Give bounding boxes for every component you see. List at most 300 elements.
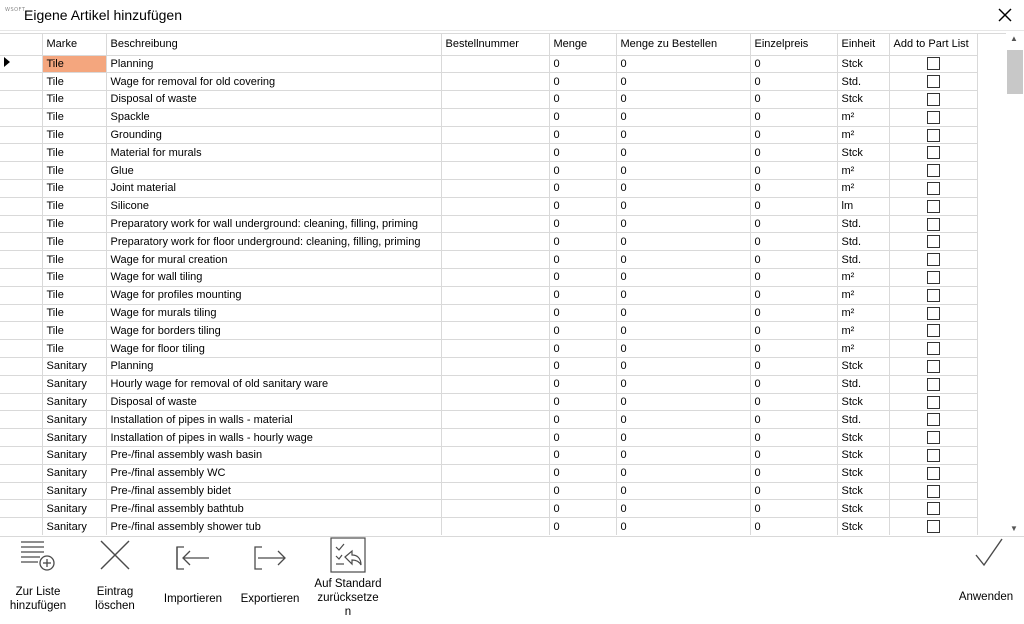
cell-einzelpreis[interactable]: 0 — [750, 393, 837, 411]
add-to-part-list-checkbox[interactable] — [927, 93, 940, 106]
cell-einzelpreis[interactable]: 0 — [750, 500, 837, 518]
table-row[interactable] — [0, 73, 977, 91]
cell-einheit[interactable]: Std. — [837, 73, 889, 91]
cell-einheit[interactable]: m² — [837, 108, 889, 126]
cell-menge[interactable]: 0 — [549, 286, 616, 304]
add-to-part-list-checkbox[interactable] — [927, 342, 940, 355]
table-row[interactable] — [0, 180, 977, 198]
add-to-part-list-checkbox[interactable] — [927, 146, 940, 159]
cell-einzelpreis[interactable]: 0 — [750, 233, 837, 251]
add-to-part-list-checkbox[interactable] — [927, 253, 940, 266]
cell-beschreibung[interactable]: Wage for wall tiling — [106, 269, 441, 287]
export-label: Exportieren — [240, 593, 300, 605]
import-button[interactable] — [156, 537, 230, 624]
export-button[interactable] — [234, 537, 306, 624]
cell-menge[interactable]: 0 — [549, 518, 616, 535]
cell-menge-zu-bestellen[interactable]: 0 — [616, 197, 750, 215]
cell-marke[interactable]: Sanitary — [42, 482, 106, 500]
cell-menge[interactable]: 0 — [549, 197, 616, 215]
cell-menge[interactable]: 0 — [549, 375, 616, 393]
cell-beschreibung[interactable]: Wage for floor tiling — [106, 340, 441, 358]
cell-einheit[interactable]: Stck — [837, 482, 889, 500]
cell-einzelpreis[interactable]: 0 — [750, 215, 837, 233]
cell-beschreibung[interactable]: Installation of pipes in walls - material — [106, 411, 441, 429]
row-header[interactable] — [0, 251, 42, 269]
cell-einzelpreis[interactable]: 0 — [750, 144, 837, 162]
column-header[interactable]: Beschreibung — [106, 34, 441, 55]
table-row[interactable] — [0, 411, 977, 429]
cell-marke[interactable]: Tile — [42, 322, 106, 340]
cell-einzelpreis[interactable]: 0 — [750, 126, 837, 144]
add-to-part-list-checkbox[interactable] — [927, 431, 940, 444]
close-button[interactable] — [994, 4, 1016, 26]
table-row[interactable] — [0, 162, 977, 180]
scroll-thumb[interactable] — [1007, 50, 1023, 94]
cell-menge-zu-bestellen[interactable]: 0 — [616, 447, 750, 465]
cell-menge[interactable]: 0 — [549, 269, 616, 287]
cell-einheit[interactable]: Stck — [837, 464, 889, 482]
cell-menge-zu-bestellen[interactable]: 0 — [616, 340, 750, 358]
table-row[interactable] — [0, 233, 977, 251]
cell-einheit[interactable]: Stck — [837, 55, 889, 73]
cell-marke[interactable]: Sanitary — [42, 411, 106, 429]
cell-menge-zu-bestellen[interactable]: 0 — [616, 411, 750, 429]
table-row[interactable] — [0, 251, 977, 269]
cell-bestellnummer[interactable] — [441, 269, 549, 287]
cell-menge-zu-bestellen[interactable]: 0 — [616, 429, 750, 447]
row-header[interactable] — [0, 180, 42, 198]
table-row[interactable] — [0, 429, 977, 447]
cell-menge[interactable]: 0 — [549, 126, 616, 144]
current-row-indicator-icon — [4, 57, 10, 67]
column-header[interactable]: Menge — [549, 34, 616, 55]
cell-add-to-part-list — [889, 73, 977, 91]
table-row[interactable] — [0, 197, 977, 215]
cell-beschreibung[interactable]: Preparatory work for floor underground: cleaning, filling, priming — [106, 233, 441, 251]
table-row[interactable] — [0, 108, 977, 126]
cell-marke[interactable]: Sanitary — [42, 358, 106, 376]
cell-menge[interactable]: 0 — [549, 108, 616, 126]
cell-beschreibung[interactable]: Wage for mural creation — [106, 251, 441, 269]
column-header[interactable]: Einheit — [837, 34, 889, 55]
add-to-part-list-checkbox[interactable] — [927, 129, 940, 142]
cell-menge[interactable]: 0 — [549, 358, 616, 376]
table-row[interactable] — [0, 340, 977, 358]
cell-marke[interactable]: Tile — [42, 304, 106, 322]
cell-einheit[interactable]: Stck — [837, 393, 889, 411]
add-to-part-list-checkbox[interactable] — [927, 182, 940, 195]
cell-einzelpreis[interactable]: 0 — [750, 322, 837, 340]
table-row[interactable] — [0, 269, 977, 287]
table-row[interactable] — [0, 144, 977, 162]
row-header[interactable] — [0, 162, 42, 180]
cell-marke[interactable]: Tile — [42, 197, 106, 215]
row-header[interactable] — [0, 464, 42, 482]
cell-menge[interactable]: 0 — [549, 73, 616, 91]
cell-einzelpreis[interactable]: 0 — [750, 162, 837, 180]
apply-label: Anwenden — [958, 591, 1014, 603]
table-row[interactable] — [0, 126, 977, 144]
cell-bestellnummer[interactable] — [441, 393, 549, 411]
cell-menge-zu-bestellen[interactable]: 0 — [616, 518, 750, 535]
cell-menge[interactable]: 0 — [549, 340, 616, 358]
cell-einzelpreis[interactable]: 0 — [750, 55, 837, 73]
cell-einheit[interactable]: m² — [837, 286, 889, 304]
cell-einzelpreis[interactable]: 0 — [750, 108, 837, 126]
cell-einzelpreis[interactable]: 0 — [750, 286, 837, 304]
reset-default-button[interactable] — [308, 537, 388, 624]
cell-marke[interactable]: Tile — [42, 251, 106, 269]
cell-marke[interactable]: Tile — [42, 215, 106, 233]
cell-menge-zu-bestellen[interactable]: 0 — [616, 269, 750, 287]
table-row[interactable] — [0, 322, 977, 340]
cell-menge-zu-bestellen[interactable]: 0 — [616, 393, 750, 411]
row-header[interactable] — [0, 375, 42, 393]
cell-menge[interactable]: 0 — [549, 55, 616, 73]
cell-bestellnummer[interactable] — [441, 286, 549, 304]
cell-marke[interactable]: Sanitary — [42, 447, 106, 465]
cell-marke[interactable]: Sanitary — [42, 464, 106, 482]
cell-beschreibung[interactable]: Material for murals — [106, 144, 441, 162]
cell-marke[interactable]: Tile — [42, 144, 106, 162]
row-header[interactable] — [0, 91, 42, 109]
cell-bestellnummer[interactable] — [441, 55, 549, 73]
cell-einheit[interactable]: Std. — [837, 375, 889, 393]
cell-menge[interactable]: 0 — [549, 144, 616, 162]
cell-menge-zu-bestellen[interactable]: 0 — [616, 482, 750, 500]
cell-menge-zu-bestellen[interactable]: 0 — [616, 108, 750, 126]
table-row[interactable] — [0, 358, 977, 376]
cell-einheit[interactable]: m² — [837, 304, 889, 322]
column-header[interactable]: Menge zu Bestellen — [616, 34, 750, 55]
cell-beschreibung[interactable]: Disposal of waste — [106, 91, 441, 109]
cell-einheit[interactable]: m² — [837, 162, 889, 180]
row-header[interactable] — [0, 447, 42, 465]
table-row[interactable] — [0, 304, 977, 322]
cell-menge[interactable]: 0 — [549, 322, 616, 340]
add-to-part-list-checkbox[interactable] — [927, 235, 940, 248]
add-to-part-list-checkbox[interactable] — [927, 164, 940, 177]
cell-marke[interactable]: Sanitary — [42, 500, 106, 518]
cell-menge-zu-bestellen[interactable]: 0 — [616, 55, 750, 73]
cell-menge[interactable]: 0 — [549, 304, 616, 322]
cell-menge[interactable]: 0 — [549, 411, 616, 429]
add-to-part-list-checkbox[interactable] — [927, 449, 940, 462]
cell-menge[interactable]: 0 — [549, 180, 616, 198]
add-to-part-list-checkbox[interactable] — [927, 218, 940, 231]
table-row[interactable] — [0, 286, 977, 304]
cell-marke[interactable]: Sanitary — [42, 375, 106, 393]
table-row[interactable] — [0, 482, 977, 500]
row-header[interactable] — [0, 500, 42, 518]
table-row[interactable] — [0, 500, 977, 518]
cell-menge[interactable]: 0 — [549, 251, 616, 269]
cell-menge-zu-bestellen[interactable]: 0 — [616, 91, 750, 109]
cell-einzelpreis[interactable]: 0 — [750, 464, 837, 482]
table-row[interactable] — [0, 447, 977, 465]
cell-einheit[interactable]: Std. — [837, 411, 889, 429]
cell-menge-zu-bestellen[interactable]: 0 — [616, 251, 750, 269]
cell-einheit[interactable]: m² — [837, 269, 889, 287]
cell-einheit[interactable]: Stck — [837, 500, 889, 518]
cell-einzelpreis[interactable]: 0 — [750, 269, 837, 287]
cell-menge-zu-bestellen[interactable]: 0 — [616, 322, 750, 340]
cell-bestellnummer[interactable] — [441, 322, 549, 340]
row-header[interactable] — [0, 55, 42, 73]
table-row[interactable] — [0, 518, 977, 535]
row-header[interactable] — [0, 233, 42, 251]
table-row[interactable] — [0, 91, 977, 109]
cell-menge[interactable]: 0 — [549, 482, 616, 500]
cell-menge-zu-bestellen[interactable]: 0 — [616, 215, 750, 233]
row-header[interactable] — [0, 126, 42, 144]
cell-menge-zu-bestellen[interactable]: 0 — [616, 464, 750, 482]
add-to-part-list-checkbox[interactable] — [927, 485, 940, 498]
scroll-up-icon[interactable]: ▲ — [1010, 34, 1018, 43]
cell-einzelpreis[interactable]: 0 — [750, 429, 837, 447]
row-header[interactable] — [0, 322, 42, 340]
cell-menge[interactable]: 0 — [549, 500, 616, 518]
cell-bestellnummer[interactable] — [441, 215, 549, 233]
cell-marke[interactable]: Tile — [42, 340, 106, 358]
cell-bestellnummer[interactable] — [441, 180, 549, 198]
cell-menge-zu-bestellen[interactable]: 0 — [616, 500, 750, 518]
cell-bestellnummer[interactable] — [441, 73, 549, 91]
cell-einheit[interactable]: Std. — [837, 251, 889, 269]
cell-einheit[interactable]: m² — [837, 126, 889, 144]
cell-einzelpreis[interactable]: 0 — [750, 91, 837, 109]
cell-einheit[interactable]: m² — [837, 322, 889, 340]
add-to-part-list-checkbox[interactable] — [927, 200, 940, 213]
cell-beschreibung[interactable]: Pre-/final assembly WC — [106, 464, 441, 482]
add-to-part-list-checkbox[interactable] — [927, 413, 940, 426]
row-header[interactable] — [0, 518, 42, 535]
cell-marke[interactable]: Tile — [42, 126, 106, 144]
column-header[interactable]: Add to Part List — [889, 34, 977, 55]
add-to-part-list-checkbox[interactable] — [927, 57, 940, 70]
cell-marke[interactable]: Tile — [42, 108, 106, 126]
row-header[interactable] — [0, 215, 42, 233]
cell-marke[interactable]: Tile — [42, 286, 106, 304]
add-to-part-list-checkbox[interactable] — [927, 378, 940, 391]
cell-marke[interactable]: Tile — [42, 180, 106, 198]
cell-bestellnummer[interactable] — [441, 464, 549, 482]
cell-marke[interactable]: Tile — [42, 55, 106, 73]
cell-einzelpreis[interactable]: 0 — [750, 447, 837, 465]
window-title: Eigene Artikel hinzufügen — [24, 7, 182, 23]
cell-marke[interactable]: Tile — [42, 233, 106, 251]
cell-menge[interactable]: 0 — [549, 91, 616, 109]
cell-einzelpreis[interactable]: 0 — [750, 251, 837, 269]
table-row[interactable] — [0, 464, 977, 482]
cell-marke[interactable]: Tile — [42, 91, 106, 109]
cell-einheit[interactable]: Std. — [837, 215, 889, 233]
scroll-down-icon[interactable]: ▼ — [1010, 524, 1018, 533]
row-header[interactable] — [0, 197, 42, 215]
cell-menge[interactable]: 0 — [549, 215, 616, 233]
add-to-part-list-checkbox[interactable] — [927, 75, 940, 88]
cell-bestellnummer[interactable] — [441, 340, 549, 358]
add-to-part-list-checkbox[interactable] — [927, 289, 940, 302]
add-to-part-list-checkbox[interactable] — [927, 396, 940, 409]
delete-entry-button[interactable] — [80, 537, 150, 624]
cell-beschreibung[interactable]: Pre-/final assembly shower tub — [106, 518, 441, 535]
column-header[interactable]: Einzelpreis — [750, 34, 837, 55]
cell-menge[interactable]: 0 — [549, 464, 616, 482]
cell-bestellnummer[interactable] — [441, 482, 549, 500]
cell-bestellnummer[interactable] — [441, 304, 549, 322]
cell-einheit[interactable]: m² — [837, 340, 889, 358]
add-to-part-list-checkbox[interactable] — [927, 111, 940, 124]
table-row[interactable] — [0, 393, 977, 411]
cell-menge-zu-bestellen[interactable]: 0 — [616, 304, 750, 322]
cell-marke[interactable]: Sanitary — [42, 429, 106, 447]
cell-einheit[interactable]: Stck — [837, 91, 889, 109]
cell-einheit[interactable]: Stck — [837, 429, 889, 447]
cell-beschreibung[interactable]: Silicone — [106, 197, 441, 215]
cell-bestellnummer[interactable] — [441, 126, 549, 144]
cell-menge-zu-bestellen[interactable]: 0 — [616, 180, 750, 198]
cell-beschreibung[interactable]: Pre-/final assembly bidet — [106, 482, 441, 500]
cell-einzelpreis[interactable]: 0 — [750, 180, 837, 198]
cell-beschreibung[interactable]: Glue — [106, 162, 441, 180]
cell-bestellnummer[interactable] — [441, 500, 549, 518]
cell-menge-zu-bestellen[interactable]: 0 — [616, 233, 750, 251]
cell-menge[interactable]: 0 — [549, 447, 616, 465]
cell-marke[interactable]: Sanitary — [42, 393, 106, 411]
cell-beschreibung[interactable]: Wage for profiles mounting — [106, 286, 441, 304]
row-header[interactable] — [0, 393, 42, 411]
header-row — [0, 34, 977, 55]
cell-add-to-part-list — [889, 180, 977, 198]
row-header[interactable] — [0, 429, 42, 447]
cell-einheit[interactable]: Stck — [837, 358, 889, 376]
column-header[interactable]: Bestellnummer — [441, 34, 549, 55]
row-header[interactable] — [0, 411, 42, 429]
cell-bestellnummer[interactable] — [441, 411, 549, 429]
row-header[interactable] — [0, 144, 42, 162]
cell-einzelpreis[interactable]: 0 — [750, 358, 837, 376]
cell-marke[interactable]: Sanitary — [42, 518, 106, 535]
row-header[interactable] — [0, 482, 42, 500]
cell-einzelpreis[interactable]: 0 — [750, 304, 837, 322]
cell-beschreibung[interactable]: Preparatory work for wall underground: cleaning, filling, priming — [106, 215, 441, 233]
apply-button[interactable] — [950, 537, 1022, 624]
cell-marke[interactable]: Tile — [42, 73, 106, 91]
add-to-part-list-checkbox[interactable] — [927, 520, 940, 533]
cell-einzelpreis[interactable]: 0 — [750, 73, 837, 91]
cell-beschreibung[interactable]: Wage for borders tiling — [106, 322, 441, 340]
cell-einzelpreis[interactable]: 0 — [750, 197, 837, 215]
table-row[interactable] — [0, 55, 977, 73]
cell-menge[interactable]: 0 — [549, 393, 616, 411]
cell-einzelpreis[interactable]: 0 — [750, 482, 837, 500]
cell-beschreibung[interactable]: Planning — [106, 358, 441, 376]
cell-einheit[interactable]: Stck — [837, 518, 889, 535]
cell-einheit[interactable]: m² — [837, 180, 889, 198]
cell-einzelpreis[interactable]: 0 — [750, 411, 837, 429]
cell-beschreibung[interactable]: Wage for murals tiling — [106, 304, 441, 322]
row-header[interactable] — [0, 358, 42, 376]
row-header[interactable] — [0, 340, 42, 358]
cell-einheit[interactable]: Std. — [837, 233, 889, 251]
cell-menge[interactable]: 0 — [549, 162, 616, 180]
add-to-part-list-checkbox[interactable] — [927, 324, 940, 337]
cell-beschreibung[interactable]: Joint material — [106, 180, 441, 198]
cell-einzelpreis[interactable]: 0 — [750, 375, 837, 393]
add-to-list-button[interactable] — [0, 537, 76, 624]
cell-beschreibung[interactable]: Grounding — [106, 126, 441, 144]
vertical-scrollbar[interactable] — [1006, 33, 1024, 535]
cell-bestellnummer[interactable] — [441, 108, 549, 126]
cell-beschreibung[interactable]: Disposal of waste — [106, 393, 441, 411]
row-header[interactable] — [0, 286, 42, 304]
cell-bestellnummer[interactable] — [441, 447, 549, 465]
cell-bestellnummer[interactable] — [441, 429, 549, 447]
cell-bestellnummer[interactable] — [441, 251, 549, 269]
cell-menge-zu-bestellen[interactable]: 0 — [616, 126, 750, 144]
column-header[interactable]: Marke — [42, 34, 106, 55]
add-to-part-list-checkbox[interactable] — [927, 307, 940, 320]
cell-einheit[interactable]: Stck — [837, 144, 889, 162]
cell-einheit[interactable]: Stck — [837, 447, 889, 465]
cell-beschreibung[interactable]: Wage for removal for old covering — [106, 73, 441, 91]
row-header[interactable] — [0, 304, 42, 322]
cell-menge-zu-bestellen[interactable]: 0 — [616, 286, 750, 304]
cell-menge-zu-bestellen[interactable]: 0 — [616, 144, 750, 162]
cell-bestellnummer[interactable] — [441, 358, 549, 376]
cell-bestellnummer[interactable] — [441, 197, 549, 215]
cell-marke[interactable]: Tile — [42, 162, 106, 180]
cell-menge-zu-bestellen[interactable]: 0 — [616, 162, 750, 180]
cell-beschreibung[interactable]: Spackle — [106, 108, 441, 126]
cell-bestellnummer[interactable] — [441, 518, 549, 535]
add-to-part-list-checkbox[interactable] — [927, 271, 940, 284]
cell-menge-zu-bestellen[interactable]: 0 — [616, 73, 750, 91]
cell-bestellnummer[interactable] — [441, 144, 549, 162]
cell-menge[interactable]: 0 — [549, 429, 616, 447]
row-header[interactable] — [0, 73, 42, 91]
cell-beschreibung[interactable]: Pre-/final assembly wash basin — [106, 447, 441, 465]
cell-add-to-part-list — [889, 464, 977, 482]
cell-bestellnummer[interactable] — [441, 162, 549, 180]
cell-beschreibung[interactable]: Planning — [106, 55, 441, 73]
table-row[interactable] — [0, 215, 977, 233]
add-to-part-list-checkbox[interactable] — [927, 360, 940, 373]
cell-beschreibung[interactable]: Pre-/final assembly bathtub — [106, 500, 441, 518]
cell-einheit[interactable]: lm — [837, 197, 889, 215]
cell-menge-zu-bestellen[interactable]: 0 — [616, 358, 750, 376]
add-to-part-list-checkbox[interactable] — [927, 502, 940, 515]
cell-bestellnummer[interactable] — [441, 233, 549, 251]
cell-bestellnummer[interactable] — [441, 375, 549, 393]
cell-marke[interactable]: Tile — [42, 269, 106, 287]
cell-einzelpreis[interactable]: 0 — [750, 340, 837, 358]
cell-menge[interactable]: 0 — [549, 233, 616, 251]
cell-einzelpreis[interactable]: 0 — [750, 518, 837, 535]
row-header[interactable] — [0, 269, 42, 287]
row-header[interactable] — [0, 108, 42, 126]
add-to-part-list-checkbox[interactable] — [927, 467, 940, 480]
cell-beschreibung[interactable]: Installation of pipes in walls - hourly wage — [106, 429, 441, 447]
cell-beschreibung[interactable]: Hourly wage for removal of old sanitary ware — [106, 375, 441, 393]
cell-menge-zu-bestellen[interactable]: 0 — [616, 375, 750, 393]
cell-add-to-part-list — [889, 215, 977, 233]
table-row[interactable] — [0, 375, 977, 393]
cell-bestellnummer[interactable] — [441, 91, 549, 109]
cell-add-to-part-list — [889, 304, 977, 322]
cell-add-to-part-list — [889, 518, 977, 535]
